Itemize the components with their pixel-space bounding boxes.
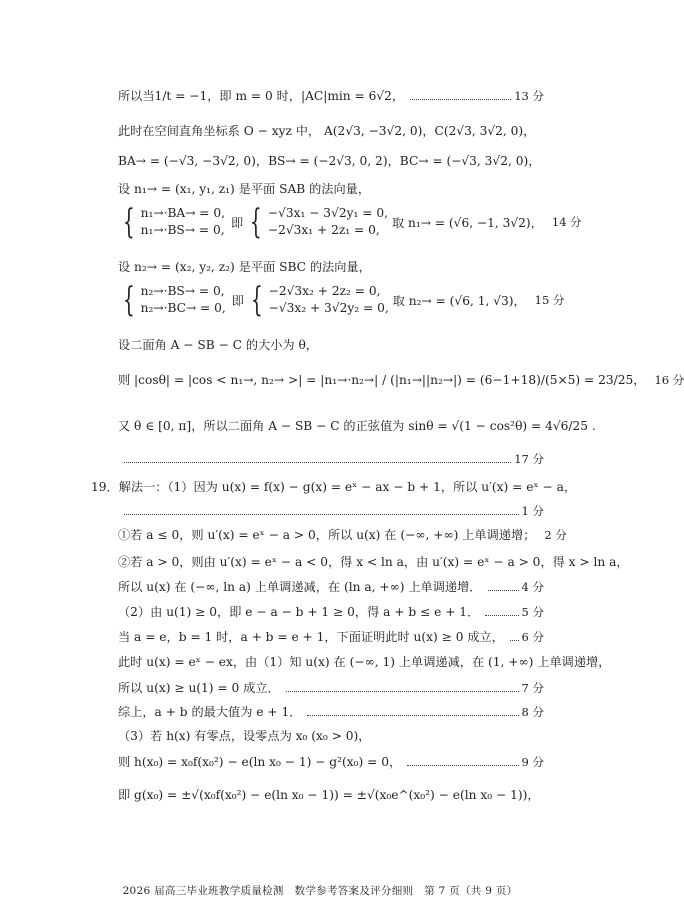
normal-vector-2-line: 设 n₂→ = (x₂, y₂, z₂) 是平面 SBC 的法向量， — [118, 260, 371, 274]
system-left — [141, 205, 225, 239]
left-brace: { — [250, 202, 262, 242]
problem-19-heading: 19．解法一：（1）因为 u(x) = f(x) − g(x) = eˣ − ax − b + 1，所以 u′(x) = eˣ − a， — [91, 480, 577, 494]
line-5 — [118, 604, 544, 620]
monotonic-line: 此时 u(x) = eˣ − ex，由（1）知 u(x) 在 (−∞, 1) 上单调递减，在 (1, +∞) 上单调递增， — [118, 655, 611, 669]
sine-value-line: 又 θ ∈ [0, π]，所以二面角 A − SB − C 的正弦值为 sinθ = √(1 − cos²θ) = 4√6/25 . — [118, 419, 596, 433]
system-connector: 即 — [231, 293, 244, 308]
line-text: 所以当1/t = −1，即 m = 0 时，|AC|min = 6√2， — [118, 89, 405, 103]
eq-row: n₁→·BA→ = 0, — [140, 206, 226, 220]
dihedral-angle-line: 设二面角 A − SB − C 的大小为 θ， — [118, 338, 318, 352]
vectors-line: BA→ = (−√3, −3√2, 0)，BS→ = (−2√3, 0, 2)，BC→ = (−√3, 3√2, 0)， — [118, 154, 541, 168]
eq-row: n₂→·BS→ = 0, — [140, 284, 225, 298]
eq-row: −√3x₂ + 3√2y₂ = 0, — [268, 301, 389, 315]
page-footer: 2026 届高三毕业班教学质量检测 数学参考答案及评分细则 第 7 页（共 9 页） — [122, 885, 518, 897]
normal-vector-1-line: 设 n₁→ = (x₁, y₁, z₁) 是平面 SAB 的法向量， — [118, 182, 371, 196]
g-x0-line: 即 g(x₀) = ±√(x₀f(x₀²) − e(ln x₀ − 1)) = ±√(x₀e^(x₀²) − e(ln x₀ − 1))， — [118, 788, 540, 802]
score-mark: 15 分 — [534, 293, 565, 307]
system-connector: 即 — [231, 215, 244, 230]
dot-leader — [410, 99, 511, 100]
dot-leader — [407, 765, 518, 766]
system-right — [268, 205, 388, 239]
score-mark: 7 分 — [521, 681, 544, 695]
line-17 — [118, 451, 544, 467]
dot-leader — [485, 615, 518, 616]
eq-row: −√3x₁ − 3√2y₁ = 0, — [267, 206, 388, 220]
case-2-line: ②若 a > 0，则由 u′(x) = eˣ − a < 0，得 x < ln a，由 u′(x) = eˣ − a > 0，得 x > ln a， — [118, 555, 629, 569]
dot-leader — [124, 514, 519, 515]
score-mark: 9 分 — [521, 755, 544, 769]
score-mark: 6 分 — [521, 630, 544, 644]
line-2 — [118, 527, 567, 543]
score-mark: 2 分 — [544, 528, 567, 542]
line-text: 则 h(x₀) = x₀f(x₀²) − e(ln x₀ − 1) − g²(x₀) = 0， — [118, 755, 402, 769]
line-text: 则 |cosθ| = |cos < n₁→, n₂→ >| = |n₁→·n₂→| / (|n₁→||n₂→|) = (6−1+18)/(5×5) = 23/25， — [118, 373, 646, 387]
line-text: 所以 u(x) 在 (−∞, ln a) 上单调递减，在 (ln a, +∞) 上单调递增． — [118, 580, 482, 594]
line-1 — [118, 503, 544, 519]
line-16 — [118, 372, 684, 388]
line-6 — [118, 629, 544, 645]
eq-row: n₁→·BS→ = 0, — [140, 223, 225, 237]
dot-leader — [510, 640, 519, 641]
left-brace: { — [250, 280, 263, 320]
eq-row: −2√3x₁ + 2z₁ = 0, — [267, 223, 380, 237]
system-result: 取 n₂→ = (√6, 1, √3)， — [392, 293, 526, 308]
equation-system-1 — [118, 202, 582, 242]
line-8 — [118, 704, 544, 720]
score-mark: 5 分 — [521, 605, 544, 619]
score-mark: 8 分 — [521, 705, 544, 719]
score-mark: 1 分 — [521, 504, 544, 518]
line-text: 当 a = e，b = 1 时，a + b = e + 1，下面证明此时 u(x) ≥ 0 成立， — [118, 630, 504, 644]
line-text: 综上，a + b 的最大值为 e + 1． — [118, 705, 302, 719]
line-7 — [118, 680, 544, 696]
left-brace: { — [122, 202, 135, 242]
system-left — [141, 283, 226, 317]
eq-row: −2√3x₂ + 2z₂ = 0, — [268, 284, 381, 298]
score-mark: 17 分 — [514, 452, 544, 466]
dot-leader — [488, 590, 519, 591]
line-text: ①若 a ≤ 0，则 u′(x) = eˣ − a > 0，所以 u(x) 在 (−∞, +∞) 上单调递增； — [118, 528, 536, 542]
dot-leader — [307, 715, 518, 716]
score-mark: 13 分 — [514, 89, 544, 103]
eq-row: n₂→·BC→ = 0, — [140, 301, 226, 315]
line-text: （2）由 u(1) ≥ 0，即 e − a − b + 1 ≥ 0，得 a + b ≤ e + 1． — [118, 605, 480, 619]
part-3-line: （3）若 h(x) 有零点，设零点为 x₀ (x₀ > 0)， — [118, 729, 371, 743]
line-13 — [118, 88, 544, 104]
dot-leader — [286, 691, 519, 692]
equation-system-2 — [118, 280, 565, 320]
score-mark: 16 分 — [654, 373, 684, 387]
dot-leader — [124, 462, 511, 463]
score-mark: 14 分 — [551, 215, 582, 229]
left-brace: { — [122, 280, 135, 320]
line-4 — [118, 579, 544, 595]
system-result: 取 n₁→ = (√6, −1, 3√2)， — [391, 215, 543, 230]
system-right — [269, 283, 389, 317]
line-text: 所以 u(x) ≥ u(1) = 0 成立． — [118, 681, 280, 695]
score-mark: 4 分 — [521, 580, 544, 594]
line-9 — [118, 754, 544, 770]
coordinate-system-line: 此时在空间直角坐标系 O − xyz 中， A(2√3, −3√2, 0)，C(2√3, 3√2, 0)， — [118, 124, 536, 138]
